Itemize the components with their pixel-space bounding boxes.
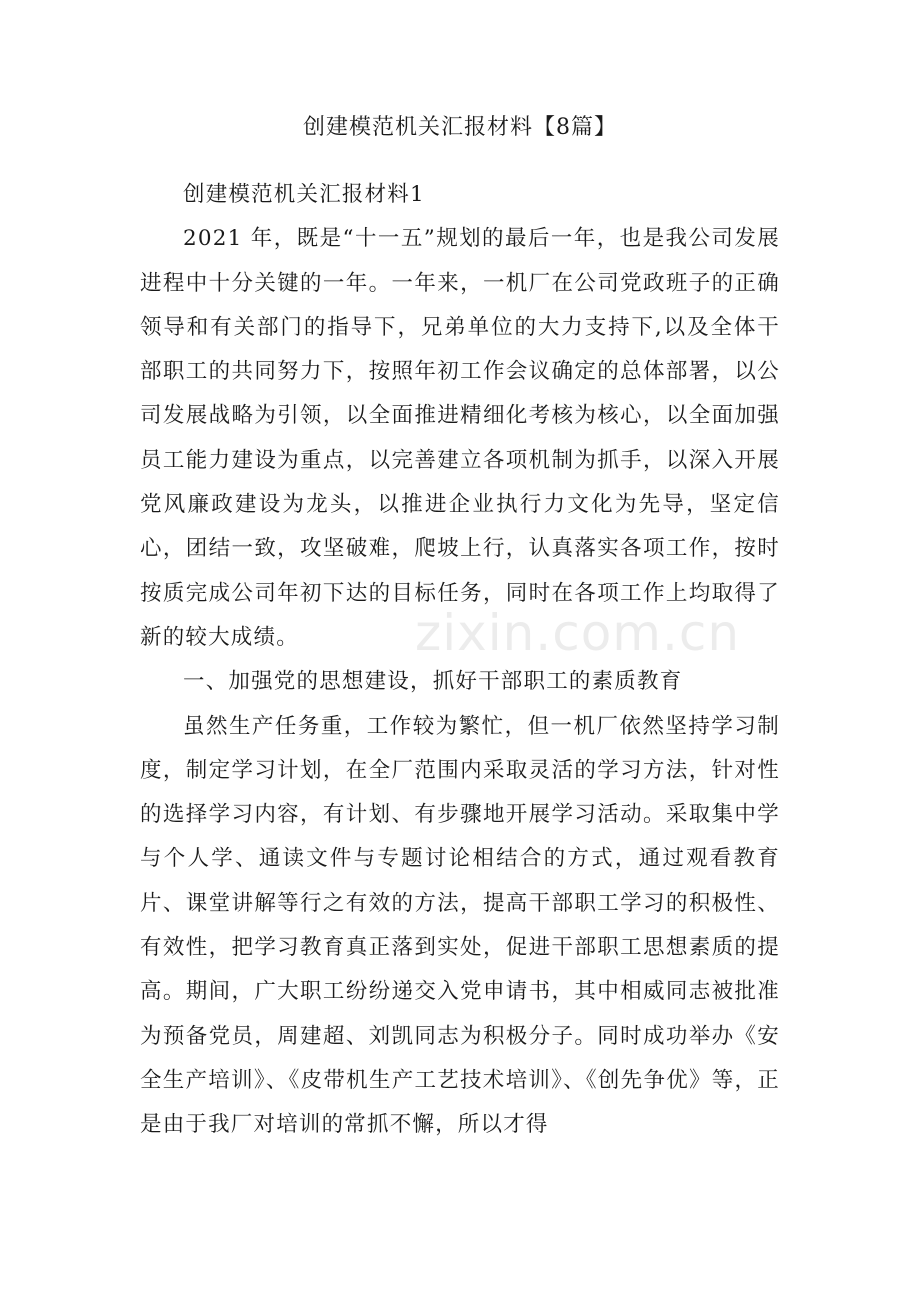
document-title: 创建模范机关汇报材料【8篇】 xyxy=(303,115,617,140)
paragraph-intro: 2021 年，既是“十一五”规划的最后一年，也是我公司发展进程中十分关键的一年。一年来，一机厂在公司党政班子的正确领导和有关部门的指导下，兄弟单位的大力支持下,以及全体干部职工的共同努力下，按照年初工作会议确定的总体部署，以公司发展战略为引领，以全面推进精细化考核为核心，以全面加强员工能力建设为重点，以完善建立各项机制为抓手，以深入开展党风廉政建设为龙头，以推进企业执行力文化为先导，坚定信心，团结一致，攻坚破难，爬坡上行，认真落实各项工作，按时按质完成公司年初下达的目标任务，同时在各项工作上均取得了新的较大成绩。 xyxy=(140,226,780,650)
section-heading-2: 一、加强党的思想建设，抓好干部职工的素质教育 xyxy=(183,669,683,695)
paragraph-study: 虽然生产任务重，工作较为繁忙，但一机厂依然坚持学习制度，制定学习计划，在全厂范围内采取灵活的学习方法，针对性的选择学习内容，有计划、有步骤地开展学习活动。采取集中学与个人学、通读文件与专题讨论相结合的方式，通过观看教育片、课堂讲解等行之有效的方法，提高干部职工学习的积极性、有效性，把学习教育真正落到实处，促进干部职工思想素质的提高。期间，广大职工纷纷递交入党申请书，其中相威同志被批准为预备党员，周建超、刘凯同志为积极分子。同时成功举办《安全生产培训》、《皮带机生产工艺技术培训》、《创先争优》等，正是由于我厂对培训的常抓不懈，所以才得 xyxy=(140,713,780,1138)
section-heading-1: 创建模范机关汇报材料1 xyxy=(183,182,425,207)
watermark: zixin.com.cn xyxy=(415,604,741,662)
document-body xyxy=(140,173,780,1148)
